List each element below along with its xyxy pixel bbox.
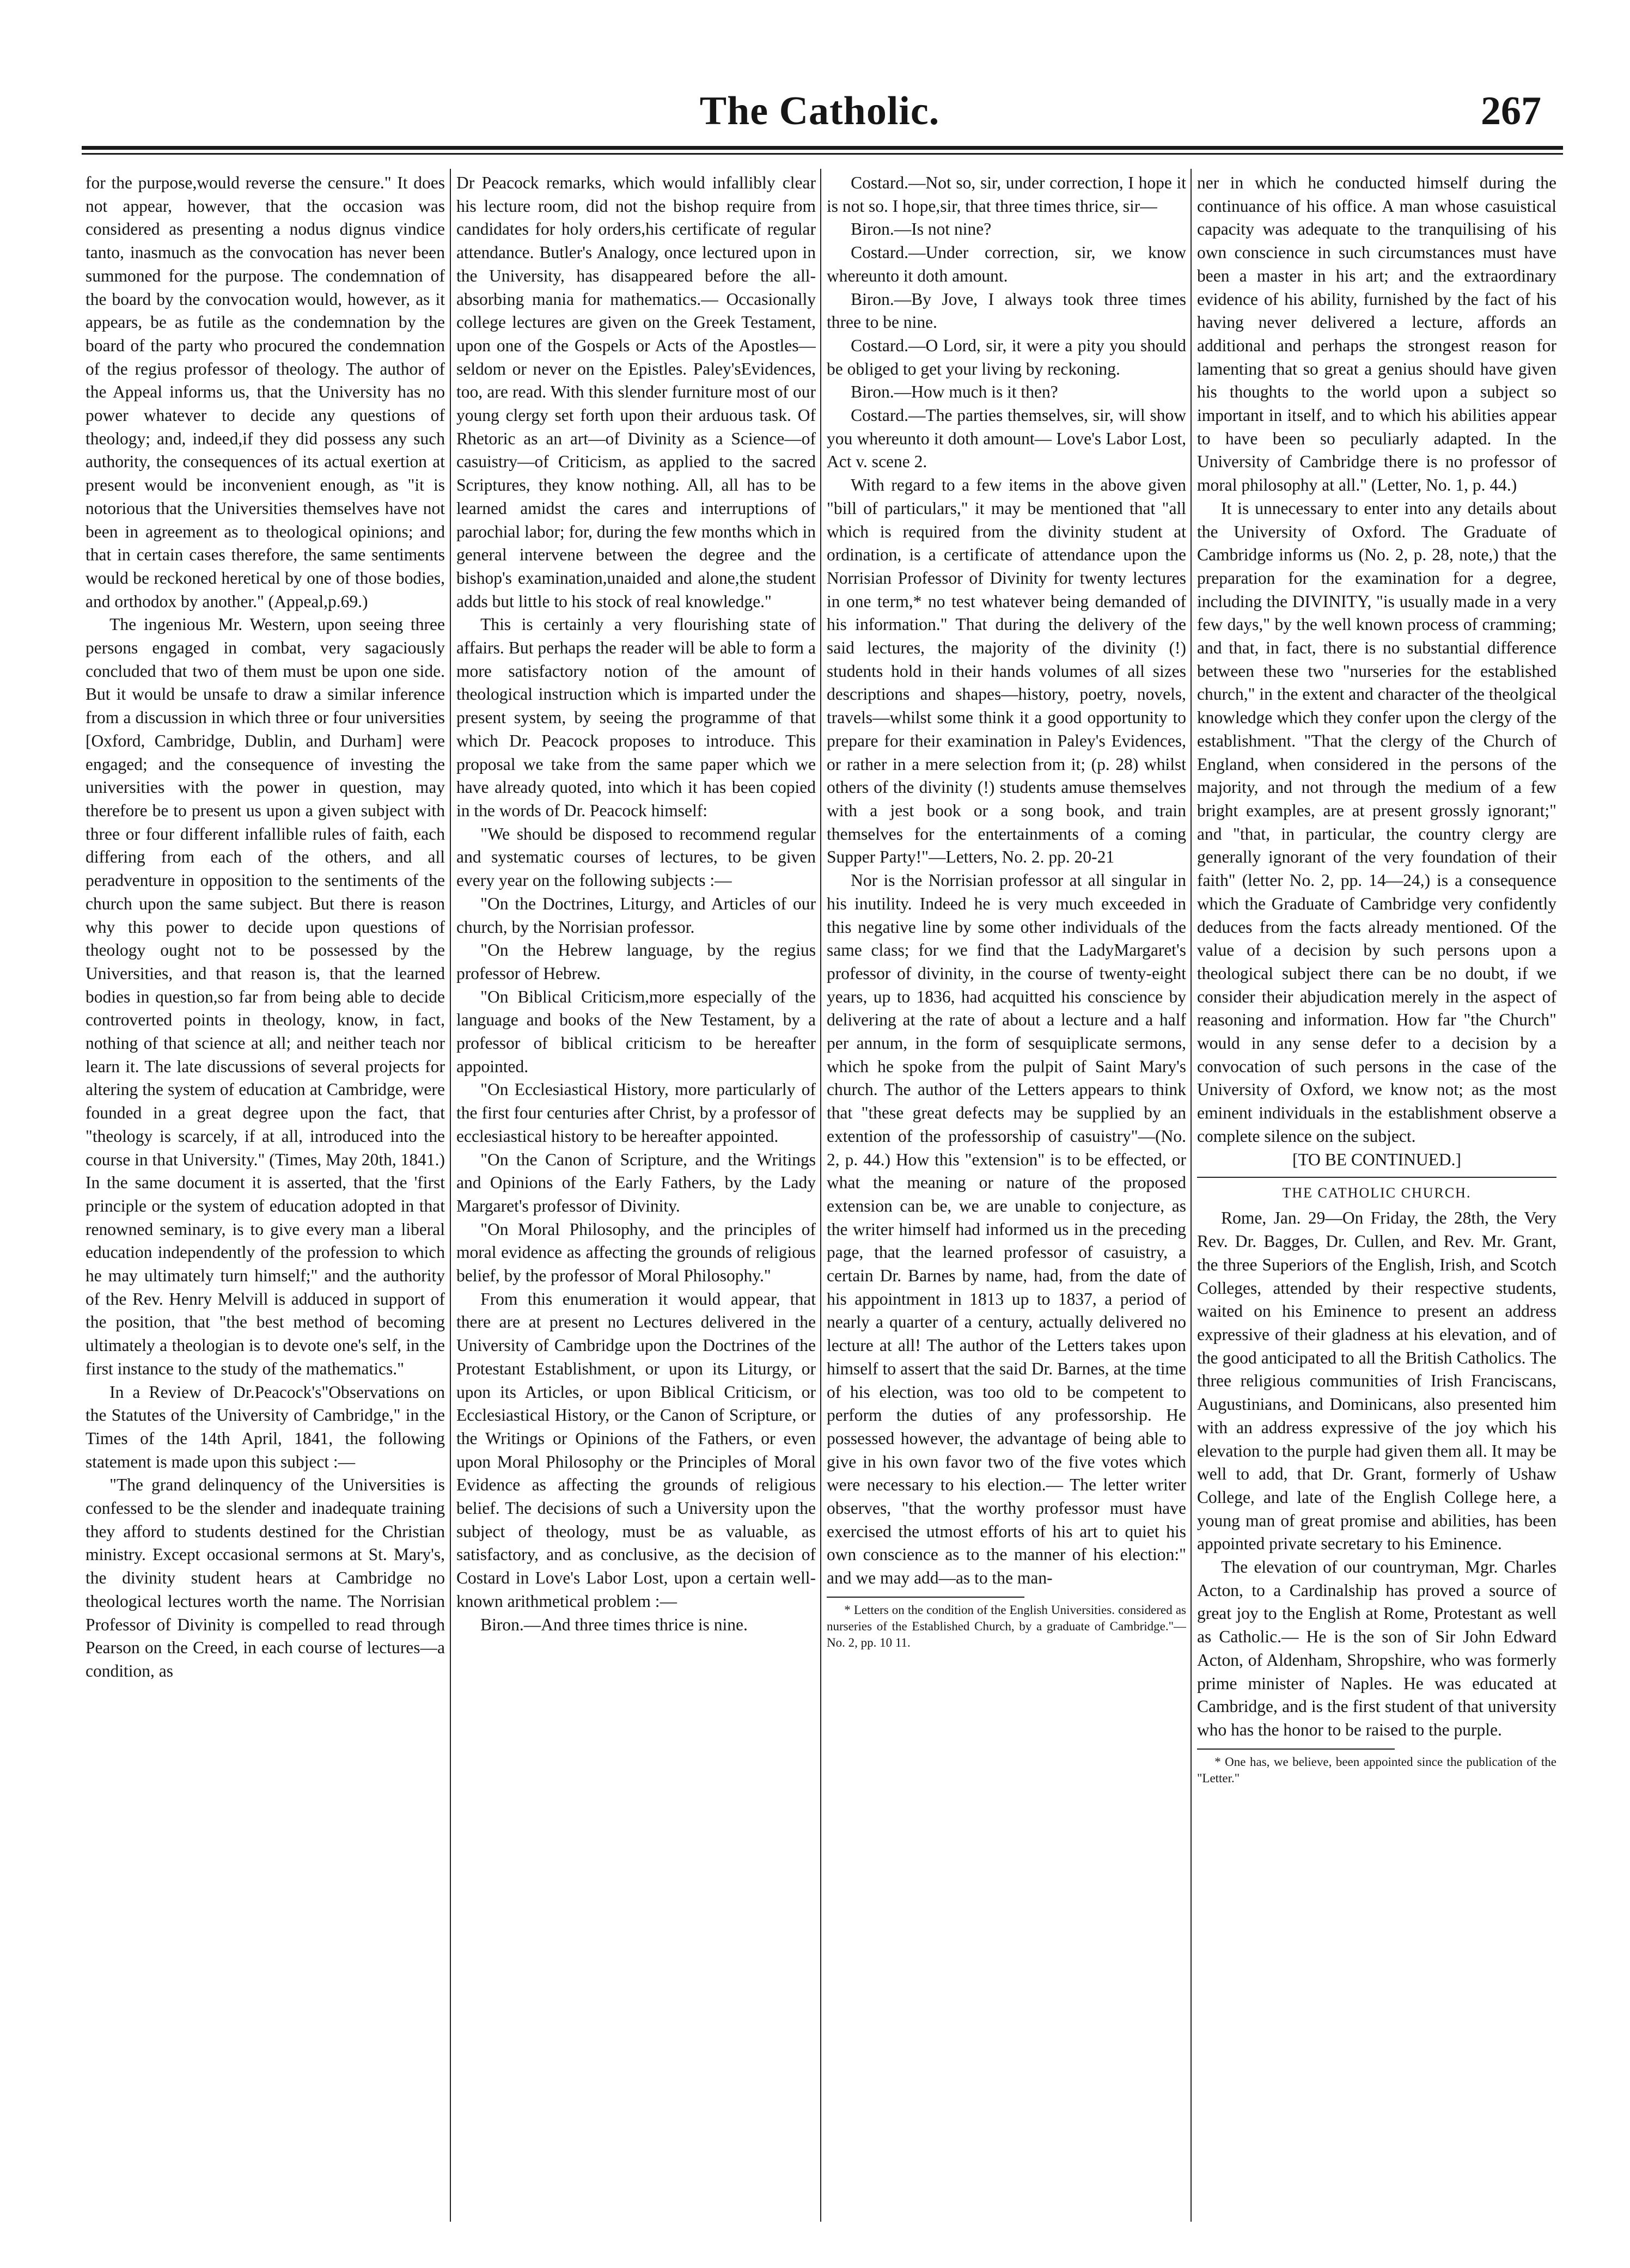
paragraph: for the purpose,would reverse the censure." It does not appear, however, that the occasion was considered as presenting a nodus dignus vindice tanto, inasmuch as the convocation has never been summoned for the purpose. The condemnation of the board by the convocation would, however, as it appears, be as futile as the condemnation by the board of the party who procured the condemnation of the regius professor of theology. The author of the Appeal informs us, that the University has no power whatever to decide any questions of theology; and, indeed,if they did possess any such authority, the consequences of its actual exertion at present would be inconvenient enough, as "it is notorious that the Universities themselves have not been in agreement as to theological opinions; and that in certain cases therefore, the same sentiments would be reckoned heretical by one of those bodies, and orthodox by another." (Appeal,p.69.) bbox=[86, 173, 445, 611]
paragraph: "On Biblical Criticism,more especially of the language and books of the New Testament, by a professor of biblical criticism to be hereafter appointed. bbox=[456, 987, 816, 1076]
paragraph: "On the Doctrines, Liturgy, and Articles of our church, by the Norrisian professor. bbox=[456, 894, 816, 937]
paragraph: Costard.—Not so, sir, under correction, I hope it is not so. I hope,sir, that three times thrice, sir— bbox=[827, 173, 1186, 216]
paragraph: Costard.—O Lord, sir, it were a pity you should be obliged to get your living by reckoning. bbox=[827, 335, 1186, 378]
paragraph: In a Review of Dr.Peacock's"Observations on the Statutes of the University of Cambridge," in the Times of the 14th April, 1841, the following statement is made upon this subject :— bbox=[86, 1382, 445, 1471]
paragraph: Biron.—And three times thrice is nine. bbox=[480, 1615, 748, 1634]
paragraph: "On the Canon of Scripture, and the Writings and Opinions of the Early Fathers, by the Lady Margaret's professor of Divinity. bbox=[456, 1150, 816, 1215]
column-divider bbox=[1191, 169, 1192, 2222]
paragraph: "On Ecclesiastical History, more particularly of the first four centuries after Christ, by a professor of ecclesiastical history to be hereafter appointed. bbox=[456, 1080, 816, 1146]
paragraph: "On the Hebrew language, by the regius professor of Hebrew. bbox=[456, 940, 816, 983]
paragraph: The elevation of our countryman, Mgr. Charles Acton, to a Cardinalship has proved a source of great joy to the English at Rome, Protestant as well as Catholic.— He is the son of Sir John Edward Acton, of Aldenham, Shropshire, who was formerly prime minister of Naples. He was educated at Cambridge, and is the first student of that university who has the honor to be raised to the purple. bbox=[1197, 1557, 1556, 1739]
column-1 bbox=[86, 172, 445, 2235]
paragraph: It is unnecessary to enter into any details about the University of Oxford. The Graduate of Cambridge informs us (No. 2, p. 28, note,) that the preparation for the examination for a degree, including the DIVINITY, "is usually made in a very few days," by the well known process of cramming; and that, in fact, there is no substantial difference between these two "nurseries for the established church," in the extent and character of the theolgical knowledge which they confer upon the clergy of the establishment. "That the clergy of the Church of England, when considered in the persons of the majority, and not through the medium of a few bright examples, are at present grossly ignorant;" and "that, in particular, the country clergy are generally ignorant of the very foundation of their faith" (letter No. 2, pp. 14—24,) is a consequence which the Graduate of Cambridge very confidently deduces from the facts already mentioned. Of the value of a decision by such persons upon a theological subject there can be no doubt, if we consider their abjudication merely in the aspect of reasoning and information. How far "the Church" would in any sense defer to a decision by a convocation of such persons in the case of the University of Oxford, we know not; as the most eminent individuals in the establishment observe a complete silence on the subject. bbox=[1197, 498, 1556, 1146]
column-divider bbox=[820, 169, 821, 2222]
paragraph: "The grand delinquency of the Universities is confessed to be the slender and inadequate training they afford to students destined for the Christian ministry. Except occasional sermons at St. Mary's, the divinity student hears at Cambridge no theological lectures worth the name. The Norrisian Professor of Divinity is compelled to read through Pearson on the Creed, in each course of lectures—a condition, as bbox=[86, 1475, 445, 1680]
footnote: * One has, we believe, been appointed since the publication of the "Letter." bbox=[1197, 1755, 1556, 1785]
column-2 bbox=[456, 172, 816, 2235]
paragraph: Biron.—How much is it then? bbox=[851, 382, 1058, 402]
paragraph: Biron.—Is not nine? bbox=[851, 219, 992, 239]
paragraph: The ingenious Mr. Western, upon seeing three persons engaged in combat, very sagaciously concluded that two of them must be upon one side. But it would be unsafe to draw a similar inference from a discussion in which three or four universities [Oxford, Cambridge, Dublin, and Durham] were engaged; and the consequence of investing the universities with the power in question, may therefore be to present us upon a given subject with three or four different infallible rules of faith, each differing from each of the others, and all peradventure in opposition to the sentiments of the church upon the same subject. But there is reason why this power to decide upon questions of theology ought not to be possessed by the Universities, and that reason is, that the learned bodies in question,so far from being able to decide controverted points in theology, know, in fact, nothing of that science at all; and neither teach nor learn it. The late discussions of several projects for altering the system of education at Cambridge, were founded in a great degree upon the fact, that "theology is scarcely, if at all, introduced into the course in that University." (Times, May 20th, 1841.) In the same document it is asserted, that the 'first principle or the system of education adopted in that renowned seminary, is to give every man a liberal education independently of the profession to which he may ultimately turn himself;" and the authority of the Rev. Henry Melvill is adduced in support of the position, that "the best method of becoming ultimately a theologian is to devote one's self, in the first instance to the study of the mathematics." bbox=[86, 615, 445, 1378]
footnote-rule bbox=[1197, 1749, 1395, 1750]
footnote: * Letters on the condition of the English Universities. considered as nurseries of the Established Church, by a graduate of Cambridge."— No. 2, pp. 10 11. bbox=[827, 1603, 1186, 1649]
section-heading: THE CATHOLIC CHURCH. bbox=[1282, 1185, 1472, 1201]
paragraph: This is certainly a very flourishing state of affairs. But perhaps the reader will be able to form a more satisfactory notion of the amount of theological instruction which is imparted under the present system, by seeing the programme of that which Dr. Peacock proposes to introduce. This proposal we take from the same paper which we have already quoted, into which it has been copied in the words of Dr. Peacock himself: bbox=[456, 615, 816, 820]
footnote-rule bbox=[827, 1597, 1024, 1598]
column-3 bbox=[827, 172, 1186, 2235]
paragraph: ner in which he conducted himself during the continuance of his office. A man whose casuistical capacity was adequate to the tranquilising of his own conscience in such circumstances must have been a master in his art; and the extraordinary evidence of his ability, furnished by the fact of his having never delivered a lecture, affords an additional and perhaps the strongest reason for lamenting that so great a genius should have given his thoughts to the world upon a subject so important in itself, and to which his abilities appear to have been so peculiarly adapted. In the University of Cambridge there is no professor of moral philosophy at all." (Letter, No. 1, p. 44.) bbox=[1197, 173, 1556, 495]
paragraph: Dr Peacock remarks, which would infallibly clear his lecture room, did not the bishop require from candidates for holy orders,his certificate of regular attendance. Butler's Analogy, once lectured upon in the University, has disappeared before the all-absorbing mania for mathematics.— Occasionally college lectures are given on the Greek Testament, upon one of the Gospels or Acts of the Apostles—seldom or never on the Epistles. Paley'sEvidences, too, are read. With this slender furniture most of our young clergy set forth upon their arduous task. Of Rhetoric as an art—of Divinity as a Science—of casuistry—of Criticism, as applied to the sacred Scriptures, they know nothing. All, all has to be learned amidst the cares and interruptions of parochial labor; for, during the few months which in general intervene between the degree and the bishop's examination,unaided and alone,the student adds but little to his stock of real knowledge." bbox=[456, 173, 816, 611]
column-4 bbox=[1197, 172, 1556, 2235]
page-number: 267 bbox=[1481, 89, 1541, 133]
paragraph: Costard.—The parties themselves, sir, will show you whereunto it doth amount— Love's Labor Lost, Act v. scene 2. bbox=[827, 406, 1186, 472]
paragraph: Rome, Jan. 29—On Friday, the 28th, the Very Rev. Dr. Bagges, Dr. Cullen, and Rev. Mr. Grant, the three Superiors of the English, Irish, and Scotch Colleges, attended by their respective students, waited on his Eminence to present an address expressive of their gladness at his elevation, and of the good anticipated to all the British Catholics. The three religious communities of Irish Franciscans, Augustinians, and Dominicans, also presented him with an address expressive of the joy which his elevation to the purple had given them all. It may be well to add, that Dr. Grant, formerly of Ushaw College, and late of the English College here, a young man of great promise and abilities, has been appointed private secretary to his Eminence. bbox=[1197, 1208, 1556, 1554]
paragraph: With regard to a few items in the above given "bill of particulars," it may be mentioned that "all which is required from the divinity student at ordination, is a certificate of attendance upon the Norrisian Professor of Divinity for twenty lectures in one term,* no test whatever being demanded of his information." That during the delivery of the said lectures, the majority of the divinity (!) students hold in their hands volumes of all sizes descriptions and shapes—history, poetry, novels, travels—whilst some think it a good opportunity to prepare for their examination in Paley's Evidences, or rather in a mere selection from it; (p. 28) whilst others of the divinity (!) students amuse themselves with a jest book or a song book, and train themselves for the entertainments of a coming Supper Party!"—Letters, No. 2. pp. 20-21 bbox=[827, 475, 1186, 867]
paragraph: Nor is the Norrisian professor at all singular in his inutility. Indeed he is very much exceeded in this negative line by some other individuals of the same class; for we find that the LadyMargaret's professor of divinity, in the course of twenty-eight years, up to 1836, had acquitted his conscience by delivering at the rate of about a lecture and a half per annum, in the form of sesquiplicate sermons, which he spoke from the pulpit of Saint Mary's church. The author of the Letters appears to think that "these great defects may be supplied by an extention of the professorship of casuistry"—(No. 2, p. 44.) How this "extension" is to be effected, or what the meaning or nature of the proposed extension can be, we are unable to conjecture, as the writer himself had informed us in the preceding page, that the learned professor of casuistry, a certain Dr. Barnes by name, had, from the date of his appointment in 1813 up to 1837, a period of nearly a quarter of a century, actually delivered no lecture at all! The author of the Letters takes upon himself to assert that the said Dr. Barnes, at the time of his election, was too old to be competent to perform the duties of any professorship. He possessed however, the advantage of being able to give in his own favor two of the five votes which were necessary to his election.— The letter writer observes, "that the worthy professor must have exercised the utmost efforts of his art to quiet his own conscience as to the manner of his election:" and we may add—as to the man- bbox=[827, 871, 1186, 1588]
page-header bbox=[82, 82, 1558, 142]
paragraph: From this enumeration it would appear, that there are at present no Lectures delivered in the University of Cambridge upon the Doctrines of the Protestant Establishment, or upon its Liturgy, or upon its Articles, or upon Biblical Criticism, or Ecclesiastical History, or the Canon of Scripture, or the Writings or Opinions of the Fathers, or even upon Moral Philosophy or the Principles of Moral Evidence as affecting the grounds of religious belief. The decisions of such a University upon the subject of theology, must be as valuable, as satisfactory, and as conclusive, as the decision of Costard in Love's Labor Lost, upon a certain well-known arithmetical problem :— bbox=[456, 1289, 816, 1611]
section-rule bbox=[1197, 1177, 1556, 1178]
paragraph: "We should be disposed to recommend regular and systematic courses of lectures, to be given every year on the following subjects :— bbox=[456, 824, 816, 890]
page-title: The Catholic. bbox=[699, 89, 940, 133]
column-divider bbox=[450, 169, 451, 2222]
header-rule-thick bbox=[82, 146, 1563, 150]
paragraph: Costard.—Under correction, sir, we know whereunto it doth amount. bbox=[827, 243, 1186, 285]
to-be-continued: [TO BE CONTINUED.] bbox=[1292, 1150, 1461, 1169]
paragraph: Biron.—By Jove, I always took three times three to be nine. bbox=[827, 289, 1186, 332]
header-rule-thin bbox=[82, 153, 1563, 155]
paragraph: "On Moral Philosophy, and the principles of moral evidence as affecting the grounds of religious belief, by the professor of Moral Philosophy." bbox=[456, 1219, 816, 1286]
